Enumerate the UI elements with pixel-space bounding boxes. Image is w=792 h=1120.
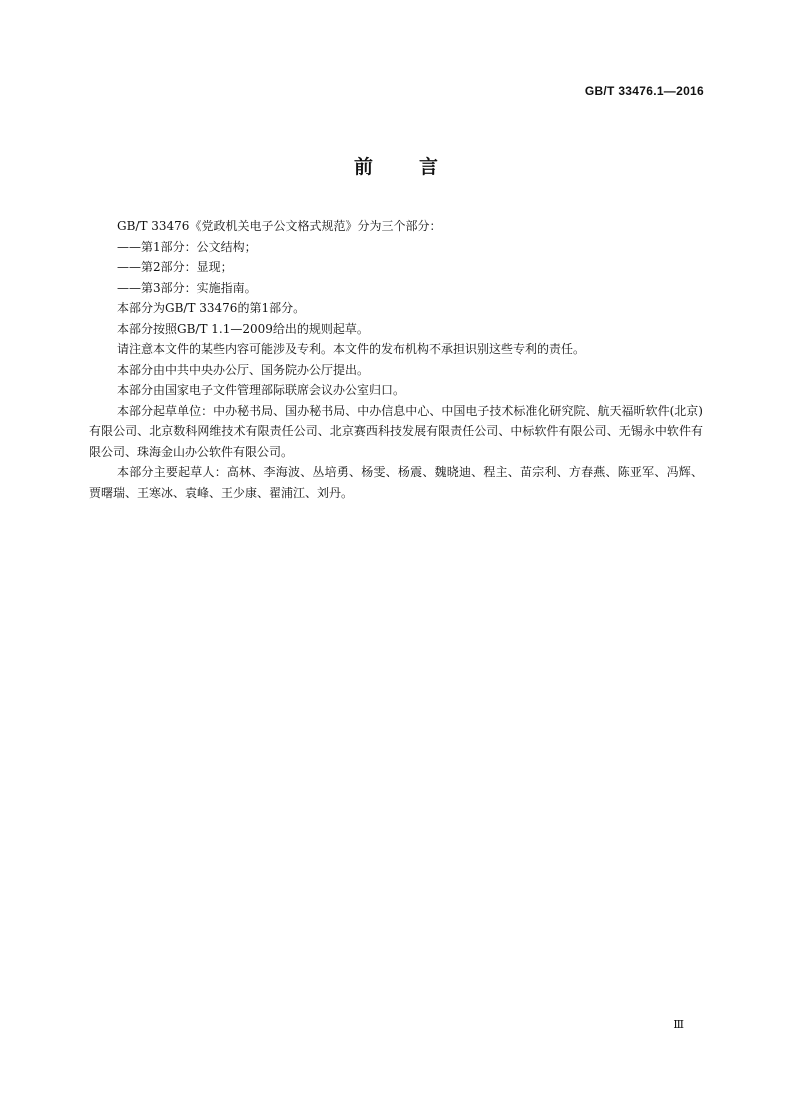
list-item-part-1: ——第1部分：公文结构； (117, 239, 257, 254)
document-code: GB/T 33476.1—2016 (584, 84, 704, 98)
paragraph-part-statement: 本部分为GB/T 33476的第1部分。 (117, 301, 306, 315)
foreword-body (89, 216, 703, 503)
paragraph-drafting-rules: 本部分按照GB/T 1.1—2009给出的规则起草。 (117, 321, 369, 336)
page-number: Ⅲ (673, 1018, 684, 1031)
list-item-part-3: ——第3部分：实施指南。 (117, 280, 257, 295)
paragraph-centralized-by: 本部分由国家电子文件管理部际联席会议办公室归口。 (117, 383, 406, 397)
list-item-part-2: ——第2部分：显现； (117, 260, 233, 274)
paragraph-intro: GB/T 33476《党政机关电子公文格式规范》分为三个部分： (117, 219, 442, 233)
paragraph-drafters: 本部分主要起草人：高林、李海波、丛培勇、杨雯、杨震、魏晓迪、程主、苗宗利、方春燕、陈亚军、冯辉、贾曙瑞、王寒冰、袁峰、王少康、翟浦江、刘丹。 (89, 465, 703, 500)
paragraph-drafting-units: 本部分起草单位：中办秘书局、国办秘书局、中办信息中心、中国电子技术标准化研究院、航天福昕软件(北京)有限公司、北京数科网维技术有限责任公司、北京赛西科技发展有限责任公司、中标软件有限公司、无锡永中软件有限公司、珠海金山办公软件有限公司。 (89, 403, 703, 459)
paragraph-patent-notice: 请注意本文件的某些内容可能涉及专利。本文件的发布机构不承担识别这些专利的责任。 (117, 342, 586, 356)
page-title: 前言 (353, 156, 484, 178)
paragraph-proposed-by: 本部分由中共中央办公厅、国务院办公厅提出。 (117, 362, 370, 377)
